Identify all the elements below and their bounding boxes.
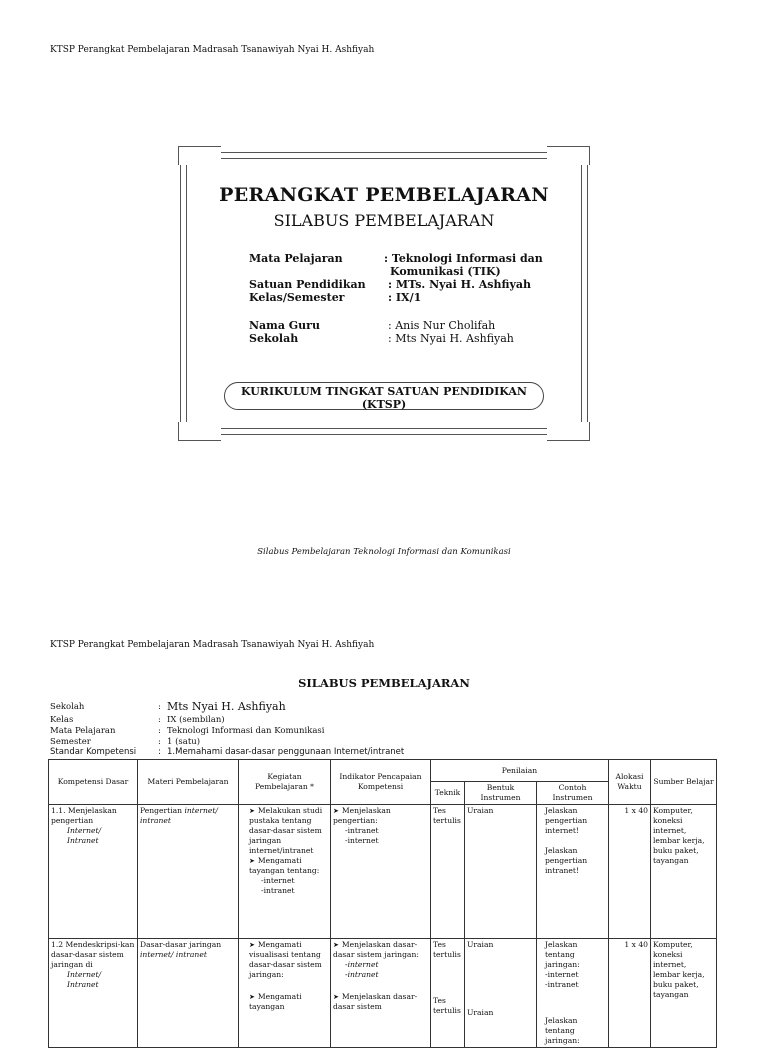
arrow-bullet-icon: ➤ <box>333 941 339 949</box>
cell-indikator <box>331 939 431 1048</box>
kegiatan-item: Mengamati tayangan tentang: <box>249 856 320 875</box>
meta-key: Sekolah <box>50 702 85 712</box>
header-teknik: Teknik <box>431 782 465 805</box>
materi-italic: internet/ intranet <box>140 950 207 959</box>
header-sumber: Sumber Belajar <box>651 760 717 805</box>
bentuk-item: Uraian <box>467 1008 494 1017</box>
kd-number: 1.1. <box>51 806 66 815</box>
field-value-nama-guru: : Anis Nur Cholifah <box>388 319 496 332</box>
contoh-item: Jelaskan pengertian intranet! <box>545 846 588 875</box>
cell-teknik: Tes tertulis <box>431 805 465 939</box>
kd-italic: Internet/ Intranet <box>67 826 102 845</box>
meta-value: Mts Nyai H. Ashfiyah <box>167 700 286 713</box>
field-value-satuan-pendidikan: : MTs. Nyai H. Ashfiyah <box>388 278 531 291</box>
meta-key: Standar Kompetensi <box>50 747 137 757</box>
kd-text: Mendeskripsi-kan dasar-dasar sistem jaringan di <box>51 940 135 969</box>
contoh-item: Jelaskan tentang jaringan: <box>545 1016 580 1045</box>
cell-contoh <box>537 805 609 939</box>
header-materi: Materi Pembelajaran <box>138 760 239 805</box>
cell-kompetensi <box>49 805 138 939</box>
cell-kegiatan <box>239 939 331 1048</box>
cell-materi <box>138 805 239 939</box>
meta-value: 1.Memahami dasar-dasar penggunaan Internet/intranet <box>167 747 405 757</box>
contoh-subitem: -intranet <box>545 980 579 989</box>
arrow-bullet-icon: ➤ <box>249 993 255 1001</box>
contoh-item: Jelaskan pengertian internet! <box>545 806 588 835</box>
cell-sumber: Komputer, koneksi internet, lembar kerja, buku paket, tayangan <box>651 805 717 939</box>
table-row <box>49 939 717 1048</box>
meta-sep: : <box>158 702 161 712</box>
meta-key: Mata Pelajaran <box>50 726 116 736</box>
contoh-subitem: -internet <box>545 970 579 979</box>
cell-alokasi: 1 x 40 <box>609 939 651 1048</box>
cell-contoh <box>537 939 609 1048</box>
arrow-bullet-icon: ➤ <box>249 941 255 949</box>
field-label-sekolah: Sekolah <box>249 332 299 345</box>
contoh-item: Jelaskan tentang jaringan: <box>545 940 580 969</box>
bentuk-item: Uraian <box>467 940 494 949</box>
kegiatan-subitem: -intranet <box>261 886 295 895</box>
header-contoh: Contoh Instrumen <box>537 782 609 805</box>
meta-value: IX (sembilan) <box>167 715 225 725</box>
meta-value: 1 (satu) <box>167 737 201 747</box>
header-indikator: Indikator Pencapaian Kompetensi <box>331 760 431 805</box>
arrow-bullet-icon: ➤ <box>249 857 255 865</box>
meta-sep: : <box>158 747 161 757</box>
kegiatan-subitem: -internet <box>261 876 295 885</box>
meta-value: Teknologi Informasi dan Komunikasi <box>167 726 325 736</box>
footer-caption: Silabus Pembelajaran Teknologi Informasi dan Komunikasi <box>257 547 511 557</box>
teknik-item: Tes tertulis <box>433 996 461 1015</box>
indikator-item: Menjelaskan dasar-dasar sistem <box>333 992 418 1011</box>
materi-text: Dasar-dasar jaringan <box>140 940 222 949</box>
indikator-item: Menjelaskan pengertian: <box>333 806 391 825</box>
field-value-sekolah: : Mts Nyai H. Ashfiyah <box>388 332 514 345</box>
cell-kegiatan <box>239 805 331 939</box>
kd-number: 1.2 <box>51 940 64 949</box>
header-kompetensi-dasar: Kompetensi Dasar <box>49 760 138 805</box>
silabus-title: SILABUS PEMBELAJARAN <box>298 676 470 690</box>
header-kegiatan: Kegiatan Pembelajaran * <box>239 760 331 805</box>
teknik-item: Tes tertulis <box>433 940 461 959</box>
curriculum-line-2: (KTSP) <box>361 398 407 411</box>
cell-kompetensi <box>49 939 138 1048</box>
meta-key: Kelas <box>50 715 74 725</box>
page-header: KTSP Perangkat Pembelajaran Madrasah Tsanawiyah Nyai H. Ashfiyah <box>50 45 375 55</box>
arrow-bullet-icon: ➤ <box>333 993 339 1001</box>
indikator-subitem: -internet <box>345 960 379 969</box>
arrow-bullet-icon: ➤ <box>333 807 339 815</box>
curriculum-box <box>224 382 544 410</box>
field-label-mata-pelajaran: Mata Pelajaran <box>249 252 343 265</box>
cell-teknik <box>431 939 465 1048</box>
kegiatan-item: Melakukan studi pustaka tentang dasar-dasar sistem jaringan internet/intranet <box>249 806 323 855</box>
meta-sep: : <box>158 726 161 736</box>
header-alokasi: Alokasi Waktu <box>609 760 651 805</box>
table-row <box>49 805 717 939</box>
cover-subtitle: SILABUS PEMBELAJARAN <box>273 211 495 230</box>
cell-bentuk <box>465 939 537 1048</box>
field-label-satuan-pendidikan: Satuan Pendidikan <box>249 278 366 291</box>
header-bentuk: Bentuk Instrumen <box>465 782 537 805</box>
field-value-mata-pelajaran-cont: Komunikasi (TIK) <box>390 265 501 278</box>
indikator-subitem: -intranet <box>345 970 379 979</box>
page-header-2: KTSP Perangkat Pembelajaran Madrasah Tsanawiyah Nyai H. Ashfiyah <box>50 640 375 650</box>
kd-italic: Internet/ Intranet <box>67 970 102 989</box>
kd-text: Menjelaskan pengertian <box>51 806 117 825</box>
kegiatan-item: Mengamati tayangan <box>249 992 302 1011</box>
field-label-nama-guru: Nama Guru <box>249 319 320 332</box>
indikator-item: Menjelaskan dasar-dasar sistem jaringan: <box>333 940 419 959</box>
indikator-subitem: -intranet <box>345 826 379 835</box>
meta-key: Semester <box>50 737 91 747</box>
arrow-bullet-icon: ➤ <box>249 807 255 815</box>
cell-materi <box>138 939 239 1048</box>
kegiatan-item: Mengamati visualisasi tentang dasar-dasar sistem jaringan: <box>249 940 322 979</box>
curriculum-line-1: KURIKULUM TINGKAT SATUAN PENDIDIKAN <box>241 385 527 398</box>
cell-sumber: Komputer, koneksi internet, lembar kerja, buku paket, tayangan <box>651 939 717 1048</box>
cell-bentuk: Uraian <box>465 805 537 939</box>
indikator-subitem: -internet <box>345 836 379 845</box>
field-value-mata-pelajaran: : Teknologi Informasi dan <box>384 252 543 265</box>
syllabus-table <box>48 759 717 1048</box>
field-label-kelas-semester: Kelas/Semester <box>249 291 345 304</box>
header-penilaian: Penilaian <box>431 760 609 782</box>
cell-alokasi: 1 x 40 <box>609 805 651 939</box>
meta-sep: : <box>158 715 161 725</box>
cell-indikator <box>331 805 431 939</box>
cover-title: PERANGKAT PEMBELAJARAN <box>219 184 549 206</box>
meta-sep: : <box>158 737 161 747</box>
materi-text: Pengertian <box>140 806 183 815</box>
field-value-kelas-semester: : IX/1 <box>388 291 422 304</box>
materi-italic: internet/ intranet <box>140 806 218 825</box>
